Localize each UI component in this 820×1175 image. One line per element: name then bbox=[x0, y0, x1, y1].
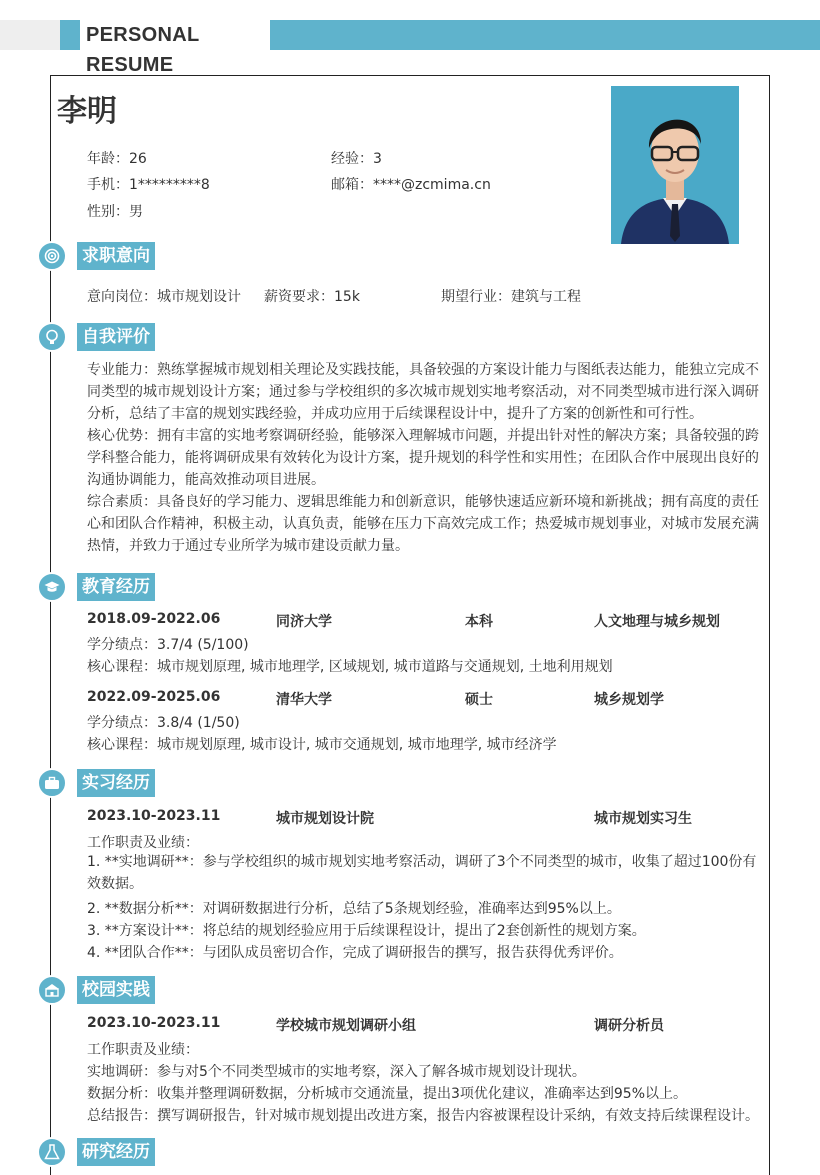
edu-2-school: 清华大学 bbox=[276, 692, 332, 708]
edu-2-major: 城乡规划学 bbox=[594, 692, 664, 708]
edu-1-degree: 本科 bbox=[465, 614, 493, 630]
graduation-cap-icon bbox=[37, 572, 67, 602]
section-title-research: 研究经历 bbox=[77, 1138, 155, 1166]
phone-value: 1*********8 bbox=[129, 177, 210, 193]
campus-period: 2023.10-2023.11 bbox=[87, 1015, 221, 1031]
self-eval-professional: 专业能力：熟练掌握城市规划相关理论及实践技能，具备较强的方案设计能力与图纸表达能力，能独立完成不同类型的城市规划设计方案；通过参与学校组织的多次城市规划实地考察活动，对不同类型城市进行深入调研分析，总结了丰富的规划实践经验，并成功应用于后续课程设计中，提升了方案的创新性和可行性。 bbox=[87, 362, 759, 422]
flask-icon bbox=[37, 1137, 67, 1167]
intern-item-3: 3. **方案设计**：将总结的规划经验应用于后续课程设计，提出了2套创新性的规划方案。 bbox=[87, 923, 646, 939]
experience-label: 经验： bbox=[331, 151, 373, 167]
intern-role: 城市规划实习生 bbox=[594, 811, 692, 827]
intent-position: 意向岗位：城市规划设计 bbox=[87, 289, 241, 305]
campus-item-2: 数据分析：收集并整理调研数据，分析城市交通流量，提出3项优化建议，准确率达到95%以上。 bbox=[87, 1086, 688, 1102]
campus-role: 调研分析员 bbox=[594, 1018, 664, 1034]
campus-item-3: 总结报告：撰写调研报告，针对城市规划提出改进方案，报告内容被课程设计采纳，有效支持后续课程设计。 bbox=[87, 1108, 759, 1124]
intern-period: 2023.10-2023.11 bbox=[87, 808, 221, 824]
section-title-campus: 校园实践 bbox=[77, 976, 155, 1004]
experience-value: 3 bbox=[373, 151, 382, 167]
edu-2-period: 2022.09-2025.06 bbox=[87, 689, 221, 705]
edu-2-degree: 硕士 bbox=[465, 692, 493, 708]
experience-field bbox=[331, 148, 382, 168]
intent-industry: 期望行业：建筑与工程 bbox=[441, 289, 581, 305]
header-grey-block bbox=[0, 20, 60, 50]
intern-duties-label: 工作职责及业绩： bbox=[87, 835, 199, 851]
bulb-icon bbox=[37, 322, 67, 352]
campus-duties-label: 工作职责及业绩： bbox=[87, 1042, 199, 1058]
phone-field bbox=[87, 174, 210, 194]
intern-org: 城市规划设计院 bbox=[276, 811, 374, 827]
self-eval-qualities: 综合素质：具备良好的学习能力、逻辑思维能力和创新意识，能够快速适应新环境和新挑战；拥有高度的责任心和团队合作精神，积极主动，认真负责，能够在压力下高效完成工作；热爱城市规划事业，对城市发展充满热情，并致力于通过专业所学为城市建设贡献力量。 bbox=[87, 494, 759, 554]
gender-label: 性别： bbox=[87, 204, 129, 220]
edu-1-courses: 核心课程：城市规划原理, 城市地理学, 区域规划, 城市道路与交通规划, 土地利用规划 bbox=[87, 659, 613, 675]
intern-item-2: 2. **数据分析**：对调研数据进行分析，总结了5条规划经验，准确率达到95%以上。 bbox=[87, 901, 621, 917]
edu-2-gpa: 学分绩点：3.8/4 (1/50) bbox=[87, 715, 240, 731]
self-eval-strengths: 核心优势：拥有丰富的实地考察调研经验，能够深入理解城市问题，并提出针对性的解决方案；具备较强的跨学科整合能力，能将调研成果有效转化为设计方案，提升规划的科学性和实用性；在团队合作中展现出良好的沟通协调能力，能高效推动项目进展。 bbox=[87, 428, 759, 488]
briefcase-icon bbox=[37, 768, 67, 798]
edu-2-courses: 核心课程：城市规划原理, 城市设计, 城市交通规划, 城市地理学, 城市经济学 bbox=[87, 737, 557, 753]
section-title-education: 教育经历 bbox=[77, 573, 155, 601]
candidate-name: 李明 bbox=[57, 94, 117, 129]
phone-label: 手机： bbox=[87, 177, 129, 193]
gender-field bbox=[87, 201, 143, 221]
campus-org: 学校城市规划调研小组 bbox=[276, 1018, 416, 1034]
header-accent-bar bbox=[270, 20, 820, 50]
profile-photo bbox=[611, 86, 739, 244]
intent-salary: 薪资要求：15k bbox=[264, 289, 360, 305]
header-accent-block bbox=[60, 20, 80, 50]
age-label: 年龄： bbox=[87, 151, 129, 167]
email-label: 邮箱： bbox=[331, 177, 373, 193]
section-title-internship: 实习经历 bbox=[77, 769, 155, 797]
target-icon bbox=[37, 241, 67, 271]
age-value: 26 bbox=[129, 151, 147, 167]
section-title-intent: 求职意向 bbox=[77, 242, 155, 270]
age-field bbox=[87, 148, 147, 168]
edu-1-school: 同济大学 bbox=[276, 614, 332, 630]
edu-1-period: 2018.09-2022.06 bbox=[87, 611, 221, 627]
header-bar bbox=[0, 20, 820, 76]
section-title-self-eval: 自我评价 bbox=[77, 323, 155, 351]
campus-item-1: 实地调研：参与对5个不同类型城市的实地考察，深入了解各城市规划设计现状。 bbox=[87, 1064, 586, 1080]
school-building-icon bbox=[37, 975, 67, 1005]
email-field bbox=[331, 174, 491, 194]
edu-1-major: 人文地理与城乡规划 bbox=[594, 614, 720, 630]
intern-item-4: 4. **团队合作**：与团队成员密切合作，完成了调研报告的撰写，报告获得优秀评价。 bbox=[87, 945, 623, 961]
page-title: PERSONAL RESUME bbox=[80, 20, 270, 50]
intern-item-1: 1. **实地调研**：参与学校组织的城市规划实地考察活动，调研了3个不同类型的城市，收集了超过100份有效数据。 bbox=[87, 854, 757, 892]
email-value: ****@zcmima.cn bbox=[373, 177, 491, 193]
edu-1-gpa: 学分绩点：3.7/4 (5/100) bbox=[87, 637, 249, 653]
gender-value: 男 bbox=[129, 204, 143, 220]
